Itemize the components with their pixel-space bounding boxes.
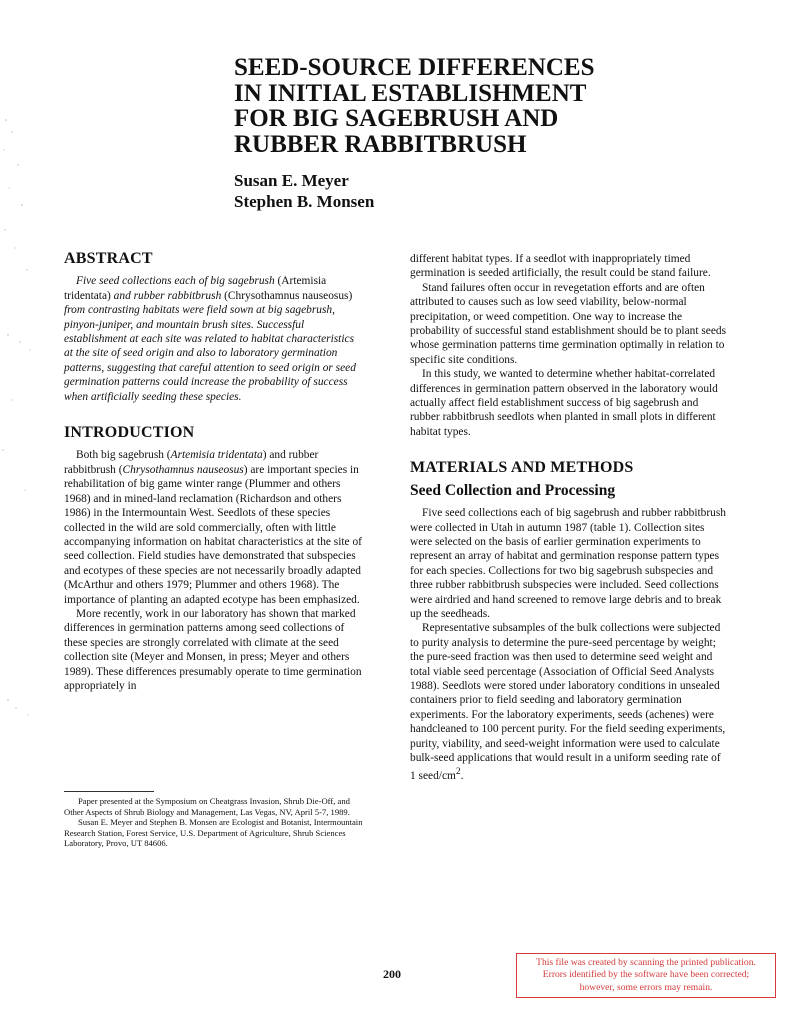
footnote-paragraph: Paper presented at the Symposium on Cheatgrass Invasion, Shrub Die-Off, and Other Aspects of Shrub Biology and Management, Las Vegas, NV, April 5-7, 1989. bbox=[64, 796, 350, 817]
species-name: Artemisia tridentata bbox=[170, 449, 263, 462]
species-name: (Chrysothamnus nauseosus) bbox=[224, 289, 353, 302]
scan-speckle-decoration bbox=[0, 110, 40, 760]
methods-heading: MATERIALS AND METHODS bbox=[410, 459, 634, 477]
superscript: 2 bbox=[455, 767, 461, 778]
scan-notice-line: This file was created by scanning the printed publication. bbox=[536, 957, 756, 968]
scan-notice bbox=[516, 953, 776, 998]
author-list bbox=[234, 170, 374, 212]
abstract-heading: ABSTRACT bbox=[64, 250, 153, 267]
title-line: IN INITIAL ESTABLISHMENT bbox=[234, 79, 587, 107]
intro-paragraph-4: Stand failures often occur in revegetation efforts and are often attributed to causes such as low seed viability, below-normal precipitation, or weed competition. One way to increase the probability of successful stand establishment should be to plant seeds whose germination patterns time germination optimally in relation to specific site conditions. bbox=[410, 281, 727, 366]
title-line: RUBBER RABBITBRUSH bbox=[234, 130, 527, 158]
methods-paragraph-1: Five seed collections each of big sagebrush and rubber rabbitbrush were collected in Utah in autumn 1987 (table 1). Collection sites were selected on the basis of earlier germination experiments to represent an array of habitat and germination response pattern types for each species. Collections for two big sagebrush subspecies and three rubber rabbitbrush subspecies were included. Seed collections were airdried and hand screened to remove large debris and to break up the seedheads. bbox=[410, 507, 726, 620]
footnote-divider bbox=[64, 791, 154, 792]
intro-text: ) are important species in rehabilitation of big game winter range (Plummer and others 1968) and in mined-land reclamation (Richardson and others 1986) in the Intermountain West. Seedlots of these species collected in the wild are sold commercially, often with little accompanying information on habitat characteristics at the site of seed collection. Field studies have demonstrated that subspecies and ecotypes of these species are not necessarily broadly adapted (McArthur and others 1979; Plummer and others 1968). The importance of planting an adapted ecotype has been emphasized. bbox=[64, 463, 362, 606]
species-name: Chrysothamnus nauseosus bbox=[122, 463, 244, 476]
title-line: FOR BIG SAGEBRUSH AND bbox=[234, 105, 559, 132]
author-name: Susan E. Meyer bbox=[234, 171, 349, 190]
intro-text: Both big sagebrush ( bbox=[76, 449, 171, 462]
intro-text: ) and rubber rabbitbrush ( bbox=[64, 449, 319, 476]
title-line: SEED-SOURCE DIFFERENCES bbox=[234, 54, 595, 81]
intro-paragraph-2: More recently, work in our laboratory has shown that marked differences in germination patterns among seed collections of these species are strongly correlated with climate at the seed collection site (Meyer and Monsen, in press; Meyer and others 1989). These differences presumably operate to time germination appropriately in bbox=[64, 607, 362, 692]
abstract-text-3: from contrasting habitats were field sown at big sagebrush, pinyon-juniper, and mountain brush sites. Successful establishment at each site was related to habitat characteristics at the site of seed origin and also to laboratory germination patterns, suggesting that careful attention to seed origin or seed germination patterns could increase the probability of success when artificially seeding these species. bbox=[64, 304, 356, 403]
scan-notice-line: Errors identified by the software have been corrected; bbox=[542, 969, 750, 981]
scan-notice-line: however, some errors may remain. bbox=[579, 981, 713, 993]
page-number: 200 bbox=[383, 967, 401, 981]
species-name: (Artemisia tridentata) bbox=[64, 275, 327, 302]
left-column bbox=[64, 252, 364, 693]
abstract-text-2: and rubber rabbitbrush bbox=[113, 289, 222, 302]
methods-text-end: . bbox=[460, 770, 464, 783]
footnote-paragraph: Susan E. Meyer and Stephen B. Monsen are Ecologist and Botanist, Intermountain Research Station, Forest Service, U.S. Department of Agriculture, Shrub Sciences Laboratory, Provo, UT 84606. bbox=[64, 817, 363, 849]
author-name: Stephen B. Monsen bbox=[234, 192, 375, 211]
methods-paragraph-2 bbox=[410, 621, 728, 783]
intro-paragraph-5: In this study, we wanted to determine whether habitat-correlated differences in germination pattern observed in the laboratory would actually affect field establishment success of big sagebrush and rubber rabbitbrush seedlots when planted in small plots in different habitat types. bbox=[410, 368, 718, 438]
methods-subheading: Seed Collection and Processing bbox=[410, 481, 616, 499]
intro-paragraph-1 bbox=[64, 448, 364, 606]
introduction-heading: INTRODUCTION bbox=[64, 424, 195, 442]
footnote bbox=[64, 796, 369, 849]
abstract-paragraph bbox=[64, 274, 364, 404]
intro-paragraph-3: different habitat types. If a seedlot with inappropriately timed germination is seeded artificially, the result could be stand failure. bbox=[410, 253, 711, 280]
methods-text: Representative subsamples of the bulk collections were subjected to purity analysis to determine the pure-seed percentage by weight; the pure-seed fraction was then used to determine seed weight and total viable seed percentage (Association of Official Seed Analysts 1988). Seedlots were stored under laboratory conditions in unsealed containers prior to field seeding and laboratory germination experiments. For the laboratory experiments, seeds (achenes) were handcleaned to 100 percent purity. For the field seeding experiments, purity, viability, and seed-weight information were used to calculate bulk-seed applications that would result in a uniform seeding rate of 1 seed/cm bbox=[410, 622, 726, 783]
abstract-text-1: Five seed collections each of big sagebrush bbox=[76, 275, 275, 288]
paper-title bbox=[234, 55, 654, 157]
right-column bbox=[410, 252, 728, 784]
